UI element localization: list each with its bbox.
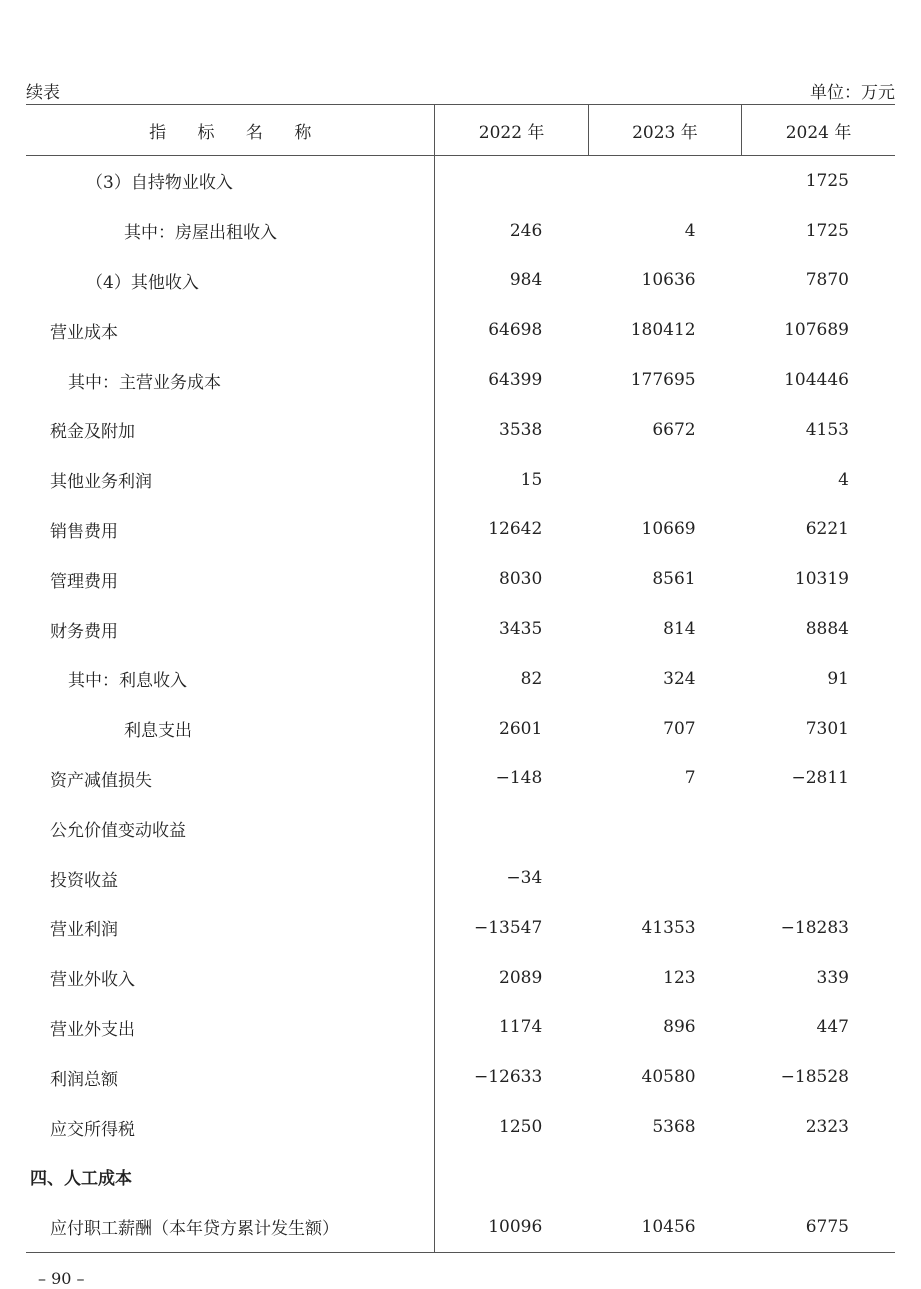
value-2022: −13547 [435, 903, 588, 953]
table-row [26, 156, 895, 206]
value-2022: −34 [435, 853, 588, 903]
table-row [26, 604, 895, 654]
value-2024: 104446 [784, 370, 849, 391]
value-2022 [435, 156, 588, 206]
table-caption-row [26, 78, 895, 102]
value-2023 [588, 803, 741, 853]
table-row [26, 305, 895, 355]
value-2022: 984 [435, 256, 588, 306]
value-2023: 10636 [641, 270, 696, 291]
value-2022: −148 [435, 754, 588, 804]
column-header-2024: 2024 年 [742, 105, 895, 156]
value-2024 [742, 803, 895, 853]
value-2022: 2601 [435, 704, 588, 754]
table-row [26, 1003, 895, 1053]
row-label: 营业利润 [50, 920, 118, 941]
table-row [26, 754, 895, 804]
row-label: 管理费用 [50, 571, 118, 592]
value-2024: −18283 [780, 917, 849, 938]
table-row [26, 903, 895, 953]
value-2023: 7 [684, 768, 696, 789]
value-2023: 324 [663, 668, 696, 689]
value-2024: 6775 [742, 1202, 895, 1252]
column-header-indicator: 指 标 名 称 [26, 105, 435, 156]
value-2024: 6221 [805, 519, 849, 540]
row-label: 利润总额 [50, 1069, 118, 1090]
value-2023: 10456 [588, 1202, 741, 1252]
table-body [26, 156, 895, 1253]
value-2023: 177695 [630, 370, 696, 391]
table-row [26, 853, 895, 903]
page-number: – 90 – [38, 1269, 85, 1288]
table-row [26, 1102, 895, 1152]
row-label: 公允价值变动收益 [50, 820, 186, 841]
table-row [26, 554, 895, 604]
value-2024: 339 [816, 967, 849, 988]
row-label: 财务费用 [50, 621, 118, 642]
value-2024: 10319 [794, 569, 849, 590]
value-2023: 40580 [641, 1067, 696, 1088]
value-2023: 896 [663, 1017, 696, 1038]
value-2022: 3538 [435, 405, 588, 455]
table-row [26, 803, 895, 853]
value-2022: 2089 [435, 953, 588, 1003]
row-label: 营业外支出 [50, 1019, 135, 1040]
row-label: 营业成本 [50, 322, 118, 343]
table-row [26, 704, 895, 754]
value-2024: 4 [838, 469, 849, 490]
value-2022: 82 [435, 654, 588, 704]
value-2023: 5368 [652, 1117, 696, 1138]
table-row [26, 654, 895, 704]
value-2024: 4153 [805, 419, 849, 440]
value-2022: 64399 [435, 355, 588, 405]
value-2024: 91 [827, 668, 849, 689]
value-2024: 447 [816, 1017, 849, 1038]
value-2023 [588, 1152, 741, 1202]
unit-label: 单位：万元 [810, 82, 895, 103]
value-2024: 2323 [805, 1117, 849, 1138]
table-row [26, 953, 895, 1003]
value-2024 [742, 853, 895, 903]
value-2023: 10669 [641, 519, 696, 540]
row-label: 其他业务利润 [50, 472, 152, 493]
row-label: 四、人工成本 [30, 1169, 132, 1190]
continued-label: 续表 [26, 82, 60, 103]
value-2024: 1725 [805, 220, 849, 241]
value-2023: 814 [663, 619, 696, 640]
table-row [26, 206, 895, 256]
row-label: 资产减值损失 [50, 770, 152, 791]
table-header-row [26, 105, 895, 156]
value-2023: 707 [663, 718, 696, 739]
row-label: 销售费用 [50, 521, 118, 542]
value-2023: 4 [684, 220, 696, 241]
row-label: 应交所得税 [50, 1119, 135, 1140]
value-2023: 8561 [652, 569, 696, 590]
value-2022: 12642 [435, 505, 588, 555]
value-2022: 246 [435, 206, 588, 256]
row-label: 投资收益 [50, 870, 118, 891]
table-row [26, 405, 895, 455]
row-label: 利息支出 [124, 721, 192, 742]
value-2023: 180412 [630, 320, 696, 341]
row-label: 税金及附加 [50, 422, 135, 443]
row-label: 其中：房屋出租收入 [124, 223, 277, 244]
table-row [26, 1152, 895, 1202]
row-label: 营业外收入 [50, 970, 135, 991]
value-2024: 8884 [805, 619, 849, 640]
row-label: 其中：主营业务成本 [68, 372, 221, 393]
value-2024: 1725 [805, 170, 849, 191]
value-2022: 15 [435, 455, 588, 505]
table-row [26, 1202, 895, 1252]
column-header-2023: 2023 年 [588, 105, 741, 156]
value-2022: 64698 [435, 305, 588, 355]
value-2024: 107689 [784, 320, 849, 341]
value-2022: 1250 [435, 1102, 588, 1152]
value-2022: 3435 [435, 604, 588, 654]
value-2023: 6672 [652, 419, 696, 440]
value-2023: 41353 [641, 917, 696, 938]
value-2022 [435, 803, 588, 853]
row-label: 应付职工薪酬（本年贷方累计发生额） [26, 1202, 435, 1252]
value-2022 [435, 1152, 588, 1202]
value-2023: 123 [663, 967, 696, 988]
value-2022: 1174 [435, 1003, 588, 1053]
value-2024: 7870 [805, 270, 849, 291]
table-row [26, 256, 895, 306]
value-2022: 10096 [435, 1202, 588, 1252]
table-row [26, 1052, 895, 1102]
value-2022: 8030 [435, 554, 588, 604]
value-2024: −18528 [780, 1067, 849, 1088]
financial-table [26, 104, 895, 1253]
value-2023 [588, 156, 741, 206]
table-row [26, 505, 895, 555]
table-row [26, 455, 895, 505]
value-2024: −2811 [791, 768, 849, 789]
column-header-2022: 2022 年 [435, 105, 588, 156]
value-2024 [742, 1152, 895, 1202]
value-2023 [588, 455, 741, 505]
value-2022: −12633 [435, 1052, 588, 1102]
value-2023 [588, 853, 741, 903]
row-label: （3）自持物业收入 [86, 173, 233, 194]
table-row [26, 355, 895, 405]
row-label: （4）其他收入 [86, 272, 199, 293]
value-2024: 7301 [805, 718, 849, 739]
row-label: 其中：利息收入 [68, 671, 187, 692]
